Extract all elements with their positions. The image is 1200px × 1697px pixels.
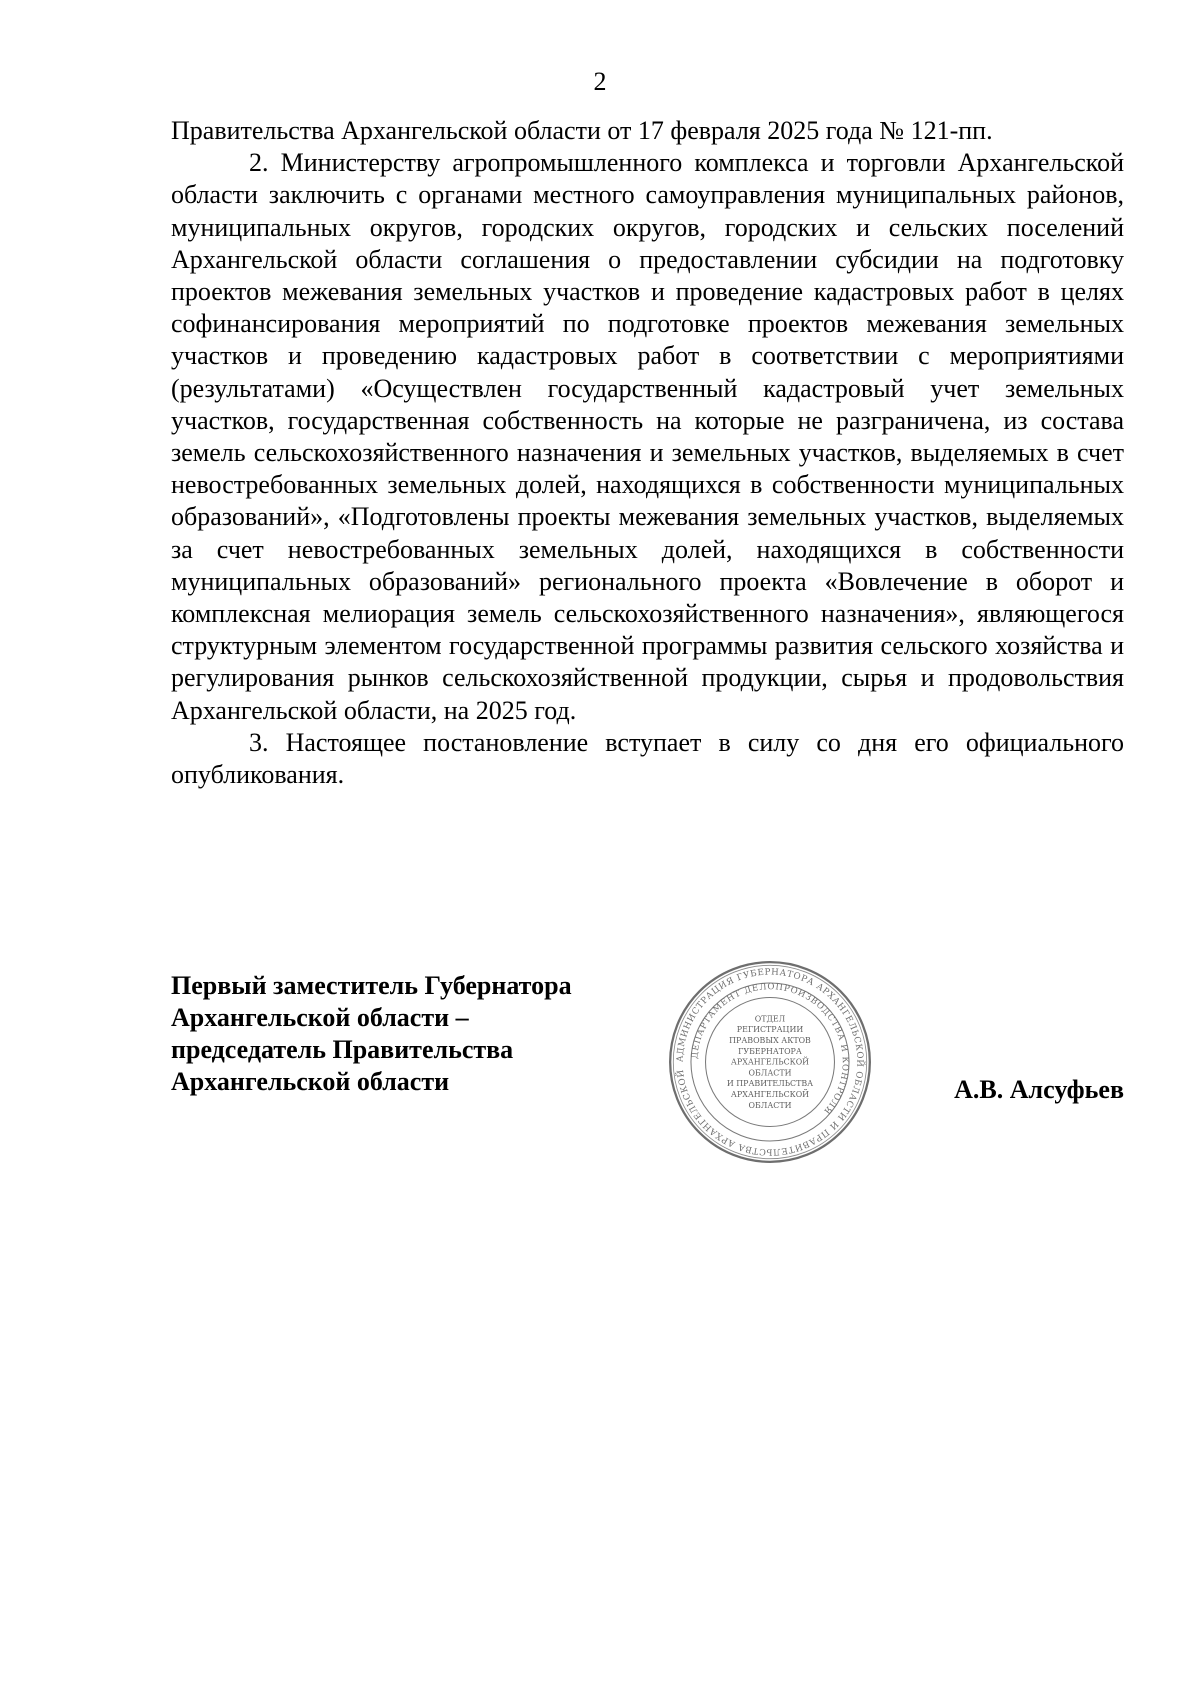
seal-center-line: ГУБЕРНАТОРА (738, 1046, 802, 1056)
seal-center-line: АРХАНГЕЛЬСКОЙ (730, 1090, 810, 1100)
signature-block (171, 967, 1124, 1190)
seal-center-line: ОБЛАСТИ (748, 1100, 792, 1110)
seal-center-line: РЕГИСТРАЦИИ (736, 1025, 804, 1035)
official-seal (666, 958, 874, 1166)
seal-center-line: АРХАНГЕЛЬСКОЙ (730, 1057, 810, 1067)
signatory-name: А.В. Алсуфьев (954, 1075, 1124, 1104)
signatory-title: Первый заместитель Губернатора Архангельской области – председатель Правительства Архангельской области (171, 971, 572, 1096)
seal-center-line: ПРАВОВЫХ АКТОВ (729, 1035, 811, 1045)
svg-text:АДМИНИСТРАЦИЯ ГУБЕРНАТОРА АРХА: АДМИНИСТРАЦИЯ ГУБЕРНАТОРА АРХАНГЕЛЬСКОЙ ОБЛАСТИ И ПРАВИТЕЛЬСТВА АРХАНГЕЛЬСКОЙ (675, 967, 865, 1157)
seal-center-line: ОТДЕЛ (754, 1014, 786, 1024)
document-body (171, 115, 1124, 791)
seal-center-line: И ПРАВИТЕЛЬСТВА (726, 1079, 814, 1089)
seal-graphic (666, 958, 874, 1166)
paragraph-continuation: Правительства Архангельской области от 17 февраля 2025 года № 121-пп. (171, 116, 993, 145)
paragraph-item-3: 3. Настоящее постановление вступает в силу со дня его официального опубликования. (171, 727, 1124, 790)
paragraph-item-2: 2. Министерству агропромышленного комплекса и торговли Архангельской области заключить с органами местного самоуправления муниципальных районов, муниципальных округов, городских округов, городских и сельских поселений Архангельской области соглашения о предоставлении субсидии на подготовку проектов межевания земельных участков и проведение кадастровых работ в целях софинансирования мероприятий по подготовке проектов межевания земельных участков и проведению кадастровых работ в соответствии с мероприятиями (результатами) «Осуществлен государственный кадастровый учет земельных участков, государственная собственность на которые не разграничена, из состава земель сельскохозяйственного назначения и земельных участков, выделяемых в счет невостребованных земельных долей, находящихся в собственности муниципальных образований», «Подготовлены проекты межевания земельных участков, выделяемых за счет невостребованных земельных долей, находящихся в собственности муниципальных образований» регионального проекта «Вовлечение в оборот и комплексная мелиорация земель сельскохозяйственного назначения», являющегося структурным элементом государственной программы развития сельского хозяйства и регулирования рынков сельскохозяйственной продукции, сырья и продовольствия Архангельской области, на 2025 год. (171, 148, 1124, 725)
seal-center-line: ОБЛАСТИ (748, 1068, 792, 1078)
svg-text:ДЕПАРТАМЕНТ ДЕЛОПРОИЗВОДСТВА И: ДЕПАРТАМЕНТ ДЕЛОПРОИЗВОДСТВА И КОНТРОЛЯ (690, 982, 850, 1117)
page-number: 2 (593, 67, 607, 96)
